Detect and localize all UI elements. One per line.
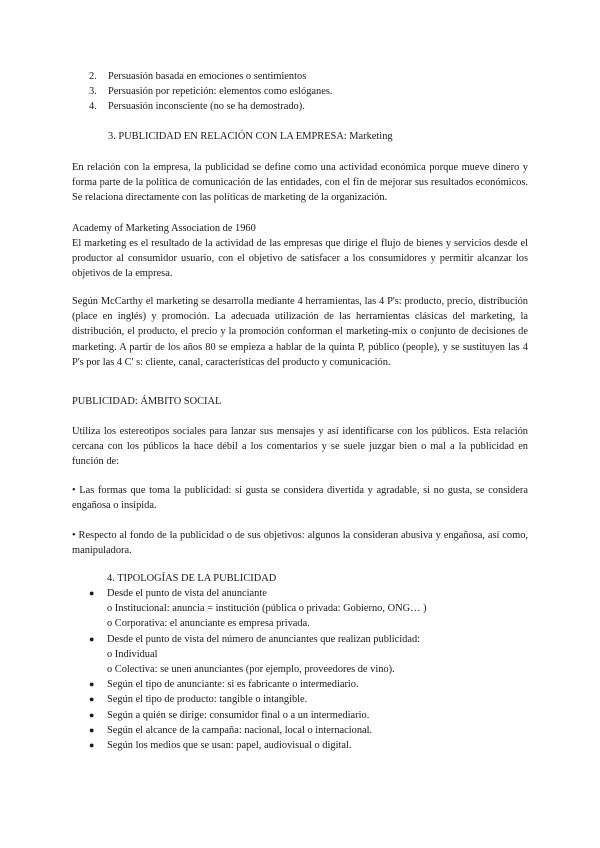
social-heading: PUBLICIDAD: ÁMBITO SOCIAL: [72, 396, 222, 407]
bullet-icon: ●: [89, 739, 95, 750]
list-text: o Corporativa: el anunciante es empresa privada.: [107, 618, 310, 630]
list-item: [89, 84, 549, 99]
section4-heading: 4. TIPOLOGÍAS DE LA PUBLICIDAD: [107, 573, 277, 584]
typologies-list: [89, 586, 534, 753]
list-item: [89, 601, 534, 616]
list-item: [89, 677, 534, 692]
bullet-icon: ●: [89, 724, 95, 735]
list-text: Según el tipo de anunciante: si es fabricante o intermediario.: [107, 679, 359, 691]
list-item: [89, 69, 549, 84]
section3-heading: 3. PUBLICIDAD EN RELACIÓN CON LA EMPRESA: Marketing: [108, 131, 393, 142]
list-text: o Colectiva: se unen anunciantes (por ejemplo, proveedores de vino).: [107, 663, 395, 675]
ama-heading: Academy of Marketing Association de 1960: [72, 223, 256, 234]
list-item: [89, 692, 534, 707]
list-text: Según a quién se dirige: consumidor final o a un intermediario.: [107, 709, 370, 721]
list-text: Según el tipo de producto: tangible o intangible.: [107, 694, 308, 706]
ama-paragraph: El marketing es el resultado de la actividad de las empresas que dirige el flujo de bienes y servicios desde el productor al consumidor usuario, con el objetivo de satisfacer a los consumidores y permitir alcanzar los objetivos de la empresa.: [72, 238, 528, 280]
list-item: [89, 738, 534, 753]
list-text: Persuasión por repetición: elementos como eslóganes.: [108, 86, 333, 98]
list-item: [89, 616, 534, 631]
list-text: Según los medios que se usan: papel, audiovisual o digital.: [107, 739, 352, 751]
list-text: Persuasión basada en emociones o sentimientos: [108, 71, 307, 82]
bullet-icon: ●: [89, 694, 95, 705]
social-paragraph: Utiliza los estereotipos sociales para lanzar sus mensajes y así identificarse con los públicos. Esta relación cercana con los públicos la hace débil a los comentarios y se suele juzgar bien o mal a la publicidad en función de:: [72, 426, 528, 468]
section3-paragraph: En relación con la empresa, la publicidad se define como una actividad económica porque mueve dinero y forma parte de la política de comunicación de las entidades, con el fin de mejorar sus resultados económicos. Se relaciona directamente con las políticas de marketing de la organización.: [72, 162, 528, 204]
list-item: [89, 647, 534, 662]
social-point-substance: • Respecto al fondo de la publicidad o de sus objetivos: algunos la consideran abusiva y engañosa, así como, manipuladora.: [72, 530, 528, 557]
bullet-icon: ●: [89, 709, 95, 720]
mccarthy-paragraph: Según McCarthy el marketing se desarrolla mediante 4 herramientas, las 4 P's: producto, precio, distribución (place en inglés) y promoción. La adecuada utilización de las herramientas clásicas del marketing, la distribución, el producto, el precio y la promoción conforman el marketing-mix o conjunto de decisiones de marketing. A partir de los años 80 se empieza a hablar de la quinta P, público (people), y se sustituyen las 4 P's por las 4 C' s: cliente, canal, características del producto y comunicación.: [72, 296, 528, 368]
list-text: Desde el punto de vista del anunciante: [107, 588, 267, 599]
list-item: [89, 662, 534, 677]
bullet-icon: ●: [89, 588, 95, 598]
list-text: o Institucional: anuncia = institución (pública o privada: Gobierno, ONG… ): [107, 603, 427, 615]
list-number: 3.: [89, 86, 97, 98]
list-item: [89, 586, 534, 601]
bullet-icon: ●: [89, 679, 95, 690]
persuasion-numbered-list: [89, 69, 549, 115]
social-point-forms: • Las formas que toma la publicidad: si gusta se considera divertida y agradable, si no gusta, se considera engañosa o insípida.: [72, 485, 528, 512]
list-item: [89, 99, 549, 114]
list-number: 4.: [89, 101, 97, 113]
list-text: Desde el punto de vista del número de anunciantes que realizan publicidad:: [107, 633, 421, 645]
bullet-icon: ●: [89, 633, 95, 644]
list-text: Según el alcance de la campaña: nacional, local o internacional.: [107, 724, 373, 736]
list-item: [89, 723, 534, 738]
list-number: 2.: [89, 71, 97, 82]
list-text: o Individual: [107, 648, 158, 660]
list-text: Persuasión inconsciente (no se ha demostrado).: [108, 101, 305, 113]
list-item: [89, 632, 534, 647]
list-item: [89, 708, 534, 723]
